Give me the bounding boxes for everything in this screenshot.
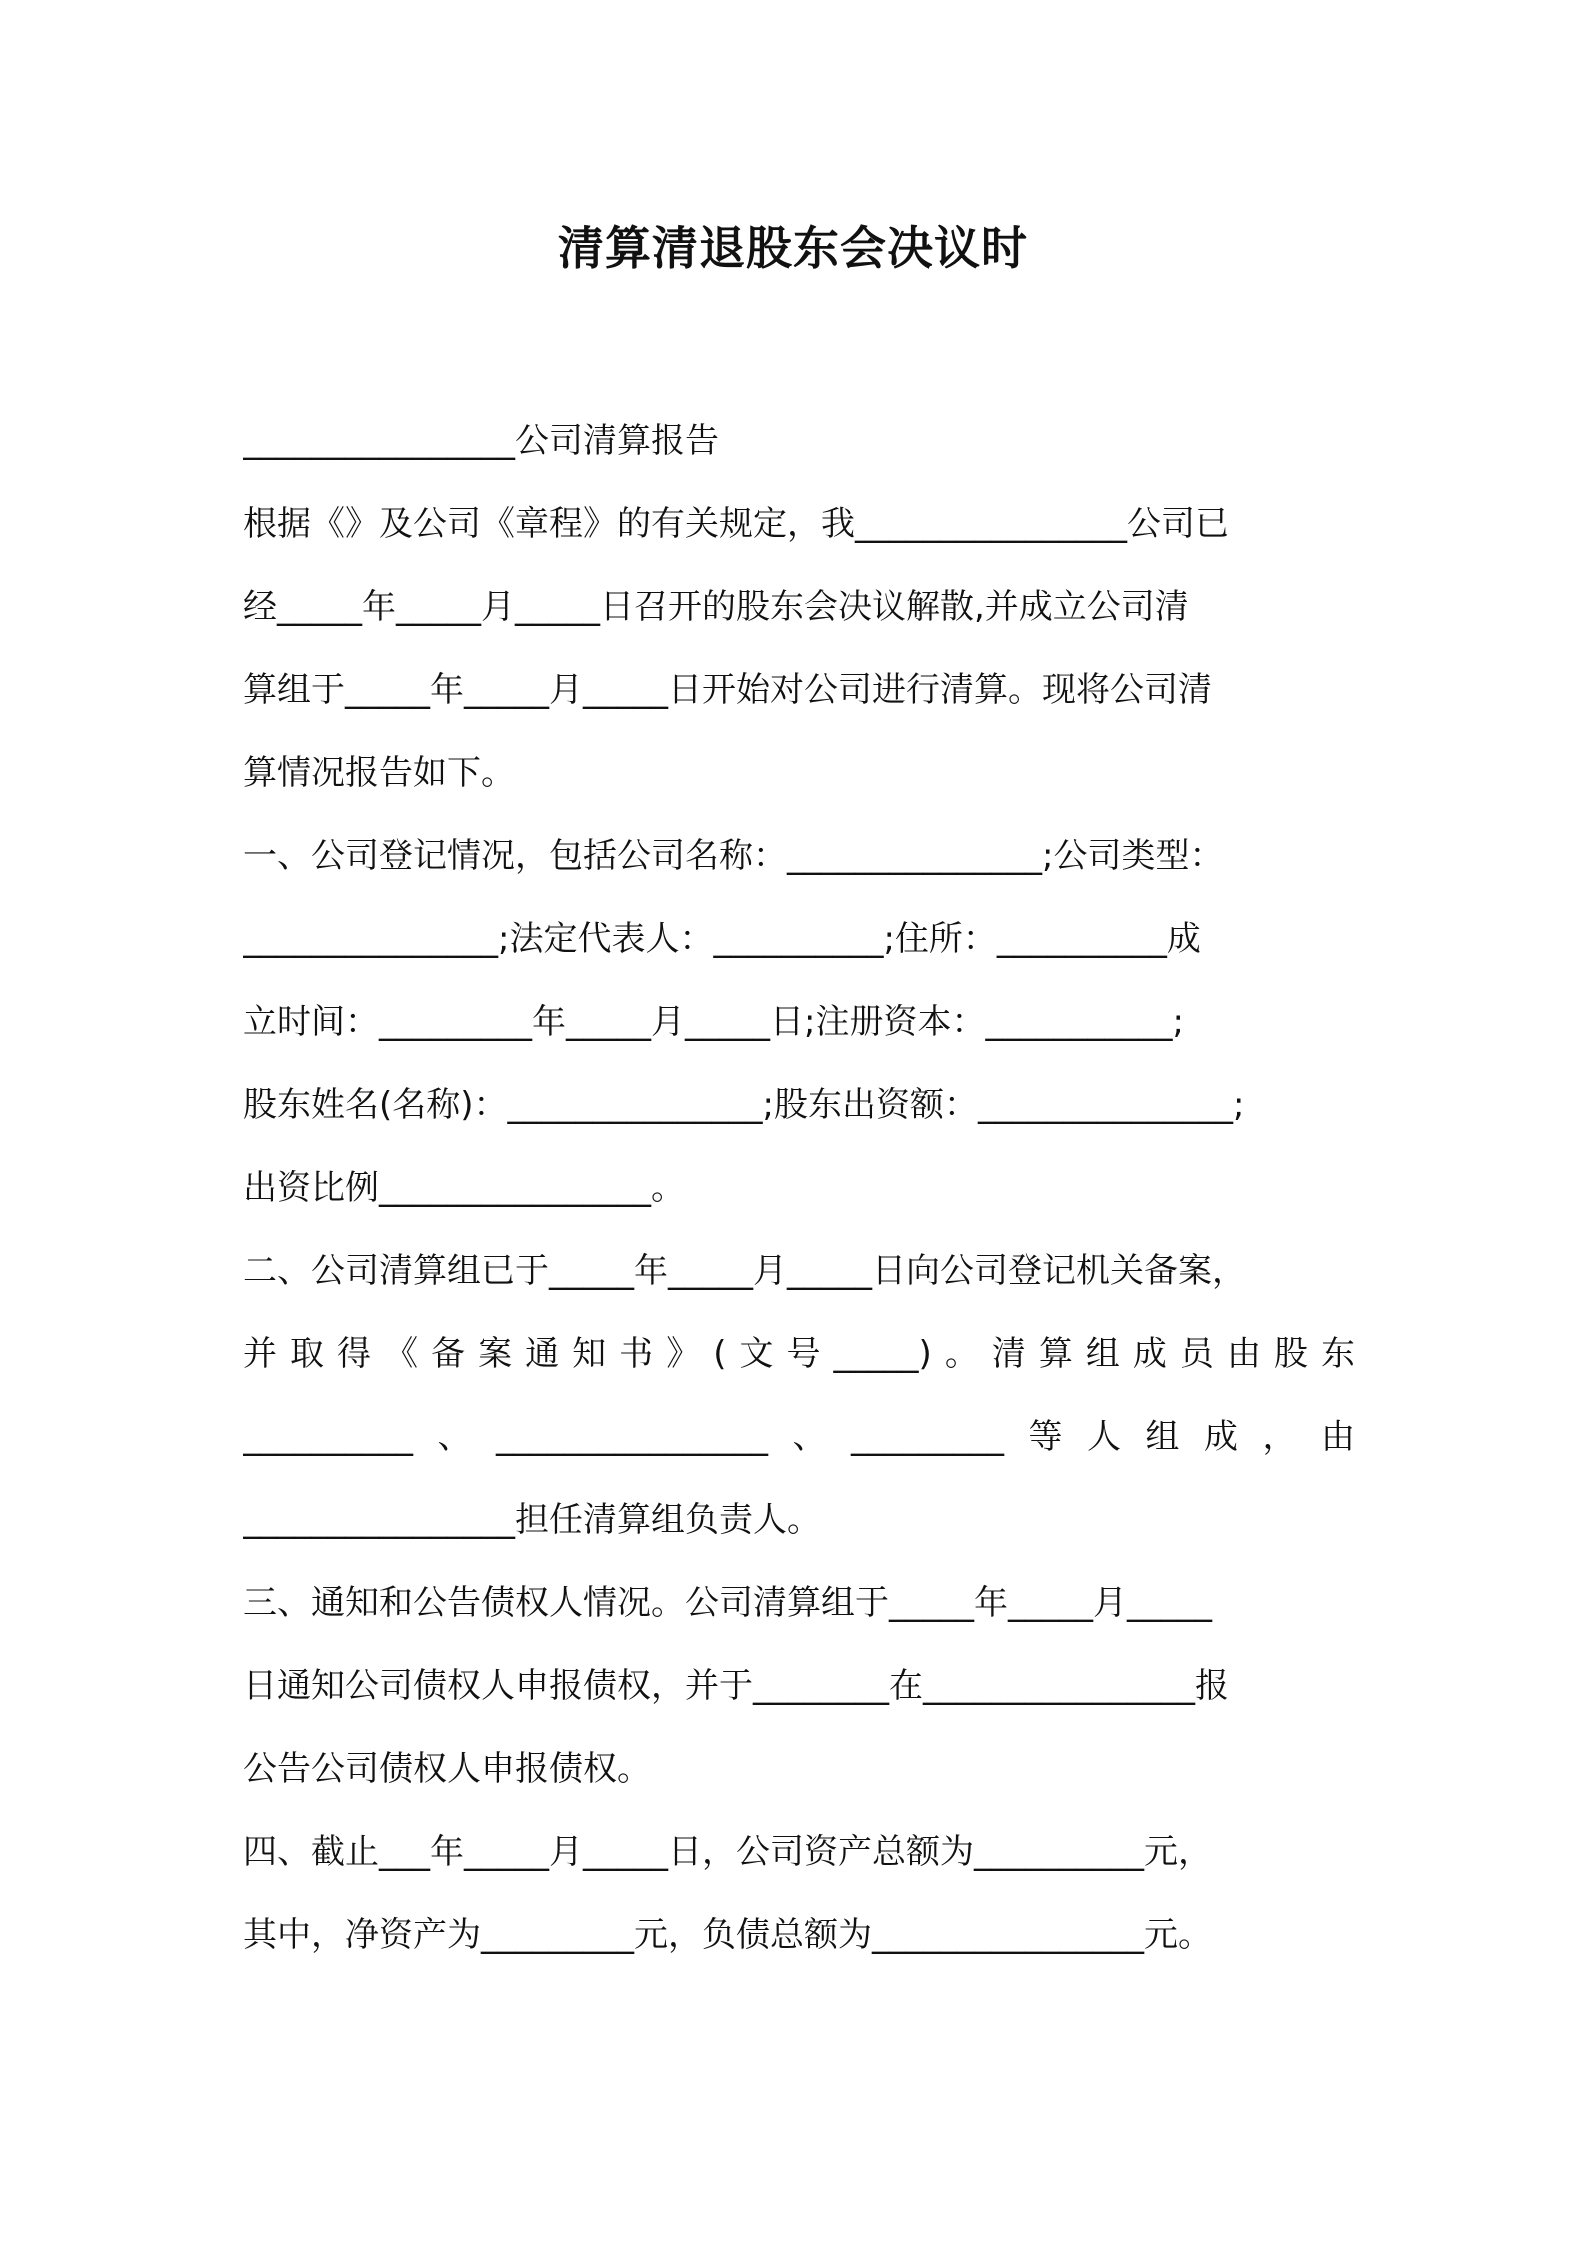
section-1-line-5: 出资比例________________。 <box>243 1168 685 1208</box>
section-4-line-2: 其中，净资产为_________元，负债总额为________________元。 <box>243 1915 1212 1955</box>
section-2-line-3: __________、________________、_________等人组成，由 <box>243 1417 1355 1457</box>
section-4-line-1: 四、截止___年_____月_____日，公司资产总额为__________元， <box>243 1832 1212 1872</box>
section-1-line-3: 立时间：_________年_____月_____日;注册资本：___________; <box>243 1002 1184 1042</box>
section-3-line-1: 三、通知和公告债权人情况。公司清算组于_____年_____月_____ <box>243 1583 1212 1623</box>
section-3-line-2: 日通知公司债权人申报债权，并于________在________________报 <box>243 1666 1229 1706</box>
paragraph-intro-line-2: 经_____年_____月_____日召开的股东会决议解散,并成立公司清 <box>243 587 1189 627</box>
section-2-line-2: 并取得《备案通知书》(文号_____)。清算组成员由股东 <box>243 1334 1355 1374</box>
section-2-line-1: 二、公司清算组已于_____年_____月_____日向公司登记机关备案， <box>243 1251 1246 1291</box>
section-2-line-4: ________________担任清算组负责人。 <box>243 1500 821 1540</box>
paragraph-intro-line-4: 算情况报告如下。 <box>243 753 515 793</box>
document-title: 清算清退股东会决议时 <box>558 221 1028 275</box>
section-1-line-4: 股东姓名(名称)：_______________;股东出资额：_______________; <box>243 1085 1245 1125</box>
paragraph-intro-line-3: 算组于_____年_____月_____日开始对公司进行清算。现将公司清 <box>243 670 1212 710</box>
report-heading: ________________公司清算报告 <box>243 421 719 461</box>
section-3-line-3: 公告公司债权人申报债权。 <box>243 1749 651 1789</box>
section-1-line-1: 一、公司登记情况，包括公司名称：_______________;公司类型： <box>243 836 1224 876</box>
paragraph-intro-line-1: 根据《》及公司《章程》的有关规定，我________________公司已 <box>243 504 1229 544</box>
section-1-line-2: _______________;法定代表人：__________;住所：__________成 <box>243 919 1201 959</box>
